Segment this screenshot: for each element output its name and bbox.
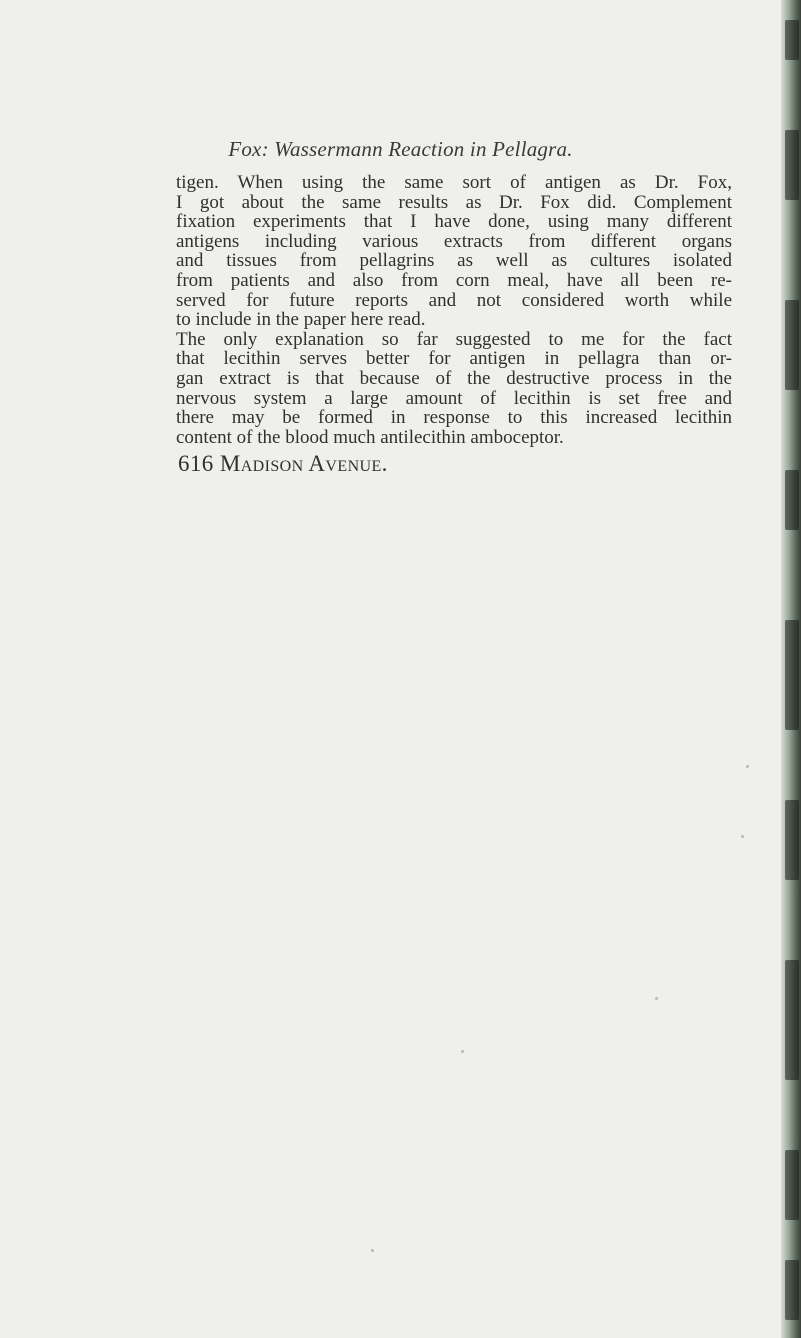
text-line: from patients and also from corn meal, have all been re- — [176, 270, 732, 291]
text-line: The only explanation so far suggested to me for the fact — [176, 329, 732, 350]
text-line: content of the blood much antilecithin amboceptor. — [176, 427, 564, 448]
text-line: that lecithin serves better for antigen in pellagra than or- — [176, 349, 732, 369]
author-address: 616 Madison Avenue. — [178, 451, 388, 477]
paper-speck — [461, 1050, 464, 1053]
binding-mark — [785, 620, 799, 730]
text-line: tigen. When using the same sort of antigen as Dr. Fox, — [176, 173, 732, 193]
text-line: fixation experiments that I have done, using many different — [176, 212, 732, 232]
binding-mark — [785, 20, 799, 60]
paper-speck — [655, 997, 658, 1000]
binding-mark — [785, 1150, 799, 1220]
text-line: antigens including various extracts from different organs — [176, 231, 732, 252]
binding-mark — [785, 300, 799, 390]
running-head: Fox: Wassermann Reaction in Pellagra. — [228, 137, 573, 161]
text-line: there may be formed in response to this increased lecithin — [176, 408, 732, 428]
text-line: nervous system a large amount of lecithin is set free and — [176, 388, 732, 409]
text-line: served for future reports and not considered worth while — [176, 290, 732, 311]
paper-speck — [371, 1249, 374, 1252]
binding-mark — [785, 800, 799, 880]
binding-mark — [785, 130, 799, 200]
paper-speck — [741, 835, 744, 838]
binding-mark — [785, 470, 799, 530]
binding-mark — [785, 960, 799, 1080]
text-line: and tissues from pellagrins as well as cultures isolated — [176, 251, 732, 271]
text-line: to include in the paper here read. — [176, 310, 426, 330]
binding-mark — [785, 1260, 799, 1320]
text-line: gan extract is that because of the destructive process in the — [176, 368, 732, 389]
page-binding-edge — [781, 0, 801, 1338]
body-text — [176, 173, 732, 477]
paper-speck — [746, 765, 749, 768]
text-line: I got about the same results as Dr. Fox did. Complement — [176, 192, 732, 213]
